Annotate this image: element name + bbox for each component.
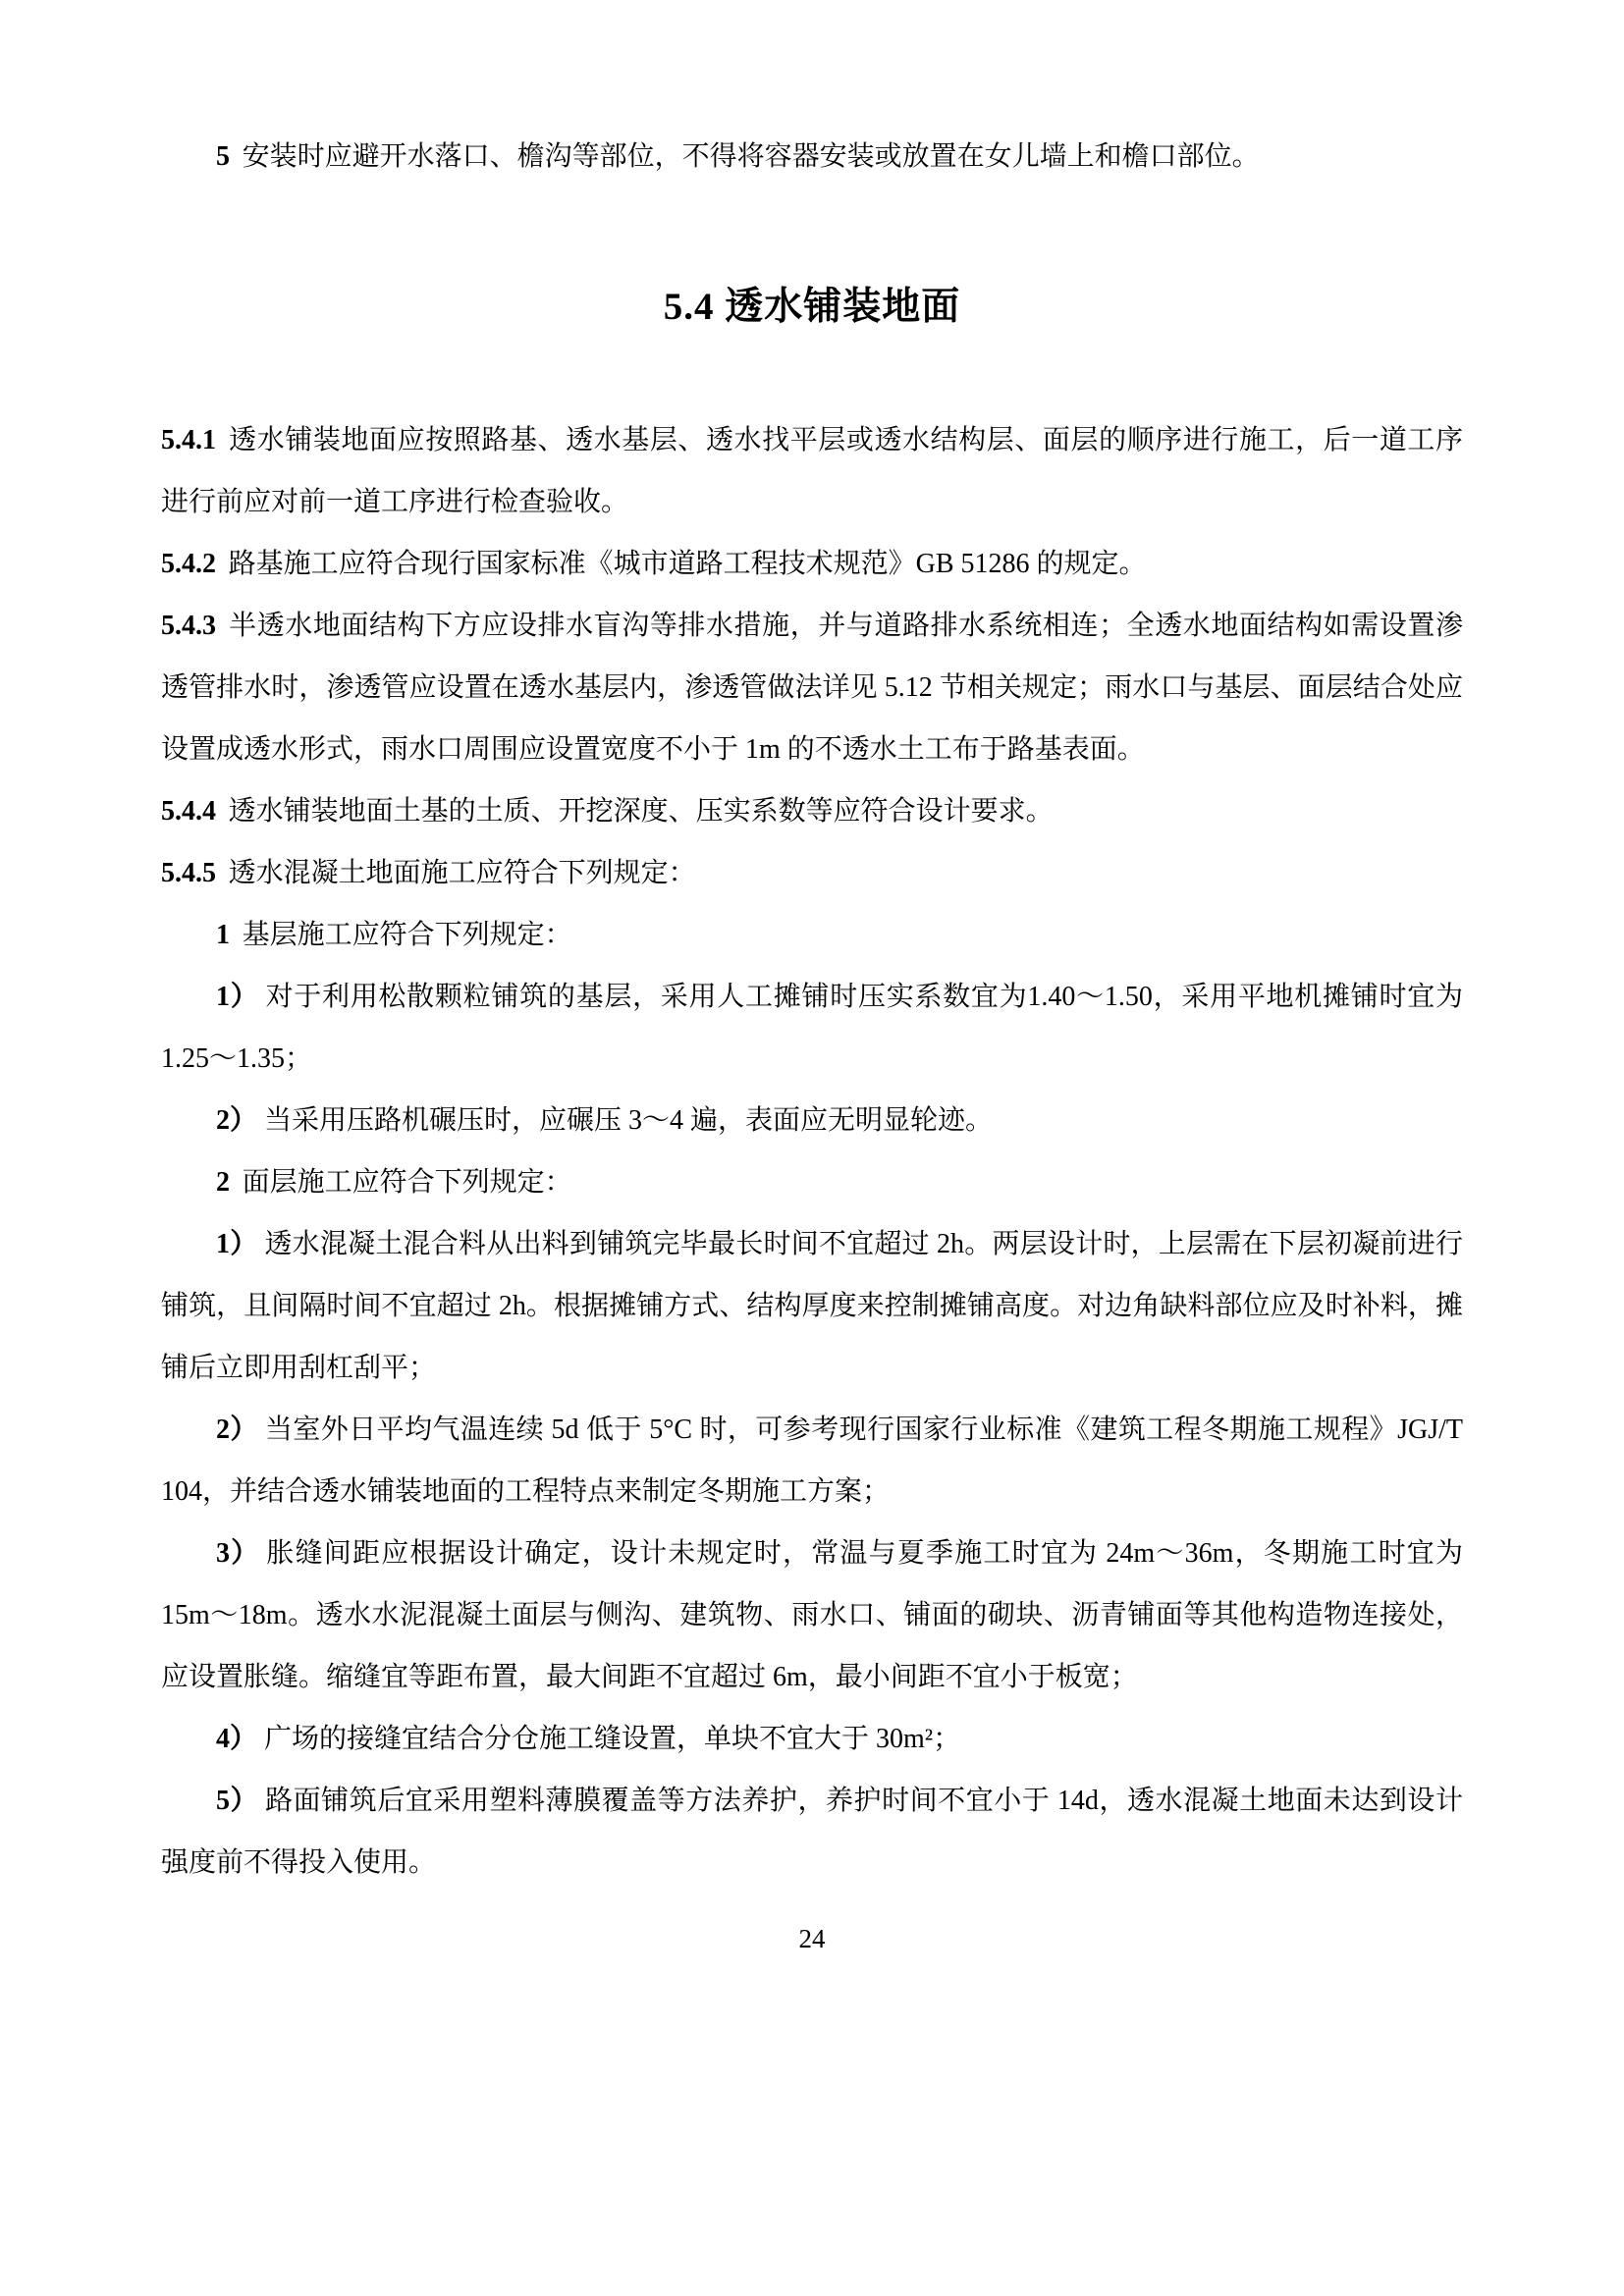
clause-5-4-3-text: 半透水地面结构下方应设排水盲沟等排水措施，并与道路排水系统相连；全透水地面结构如需设置渗透管排水时，渗透管应设置在透水基层内，渗透管做法详见 5.12 节相关规定；雨水口与基层、面层结合处应设置成透水形式，雨水口周围应设置宽度不小于 1m 的不透水土工布于路基表面。 bbox=[161, 611, 1463, 765]
sub-item-2-3 bbox=[161, 1522, 1463, 1708]
section-title: 5.4 透水铺装地面 bbox=[663, 286, 961, 328]
sub-item-1-number: 1 bbox=[216, 920, 230, 950]
clause-5-4-2-number: 5.4.2 bbox=[161, 549, 216, 579]
sub-item-2 bbox=[161, 1151, 1463, 1213]
sub-item-2-2 bbox=[161, 1399, 1463, 1522]
clause-5-4-5-text: 透水混凝土地面施工应符合下列规定： bbox=[228, 858, 696, 888]
sub-item-2-2-number: 2） bbox=[216, 1415, 258, 1445]
clause-5-4-4-text: 透水铺装地面土基的土质、开挖深度、压实系数等应符合设计要求。 bbox=[228, 796, 1054, 827]
clause-5-4-4 bbox=[161, 780, 1463, 842]
sub-item-2-3-text: 胀缝间距应根据设计确定，设计未规定时，常温与夏季施工时宜为 24m～36m，冬期施工时宜为 15m～18m。透水水泥混凝土面层与侧沟、建筑物、雨水口、铺面的砌块、沥青铺面等其他构造物连接处，应设置胀缝。缩缝宜等距布置，最大间距不宜超过 6m，最小间距不宜小于板宽； bbox=[161, 1538, 1463, 1692]
clause-5-intro-number: 5 bbox=[216, 141, 230, 172]
sub-item-2-5-number: 5） bbox=[216, 1786, 259, 1816]
sub-item-1-2-number: 2） bbox=[216, 1105, 258, 1136]
clause-5-4-5 bbox=[161, 842, 1463, 904]
clause-5-intro-text: 安装时应避开水落口、檐沟等部位，不得将容器安装或放置在女儿墙上和檐口部位。 bbox=[242, 141, 1260, 172]
sub-item-2-number: 2 bbox=[216, 1167, 230, 1198]
clause-5-4-3 bbox=[161, 595, 1463, 780]
sub-item-1-1-number: 1） bbox=[216, 982, 259, 1012]
sub-item-2-1 bbox=[161, 1213, 1463, 1399]
sub-item-2-2-text: 当室外日平均气温连续 5d 低于 5°C 时，可参考现行国家行业标准《建筑工程冬期施工规程》JGJ/T 104，并结合透水铺装地面的工程特点来制定冬期施工方案； bbox=[161, 1415, 1463, 1507]
sub-item-1-2 bbox=[161, 1090, 1463, 1151]
sub-item-2-5-text: 路面铺筑后宜采用塑料薄膜覆盖等方法养护，养护时间不宜小于 14d，透水混凝土地面未达到设计强度前不得投入使用。 bbox=[161, 1786, 1463, 1878]
clause-5-4-5-number: 5.4.5 bbox=[161, 858, 216, 888]
sub-item-1-2-text: 当采用压路机碾压时，应碾压 3～4 遍，表面应无明显轮迹。 bbox=[264, 1105, 994, 1136]
sub-item-2-4-number: 4） bbox=[216, 1724, 258, 1754]
sub-item-2-5 bbox=[161, 1770, 1463, 1894]
page-number: 24 bbox=[798, 1924, 826, 1953]
clause-5-4-2 bbox=[161, 533, 1463, 595]
clause-5-4-1 bbox=[161, 409, 1463, 533]
sub-item-2-1-text: 透水混凝土混合料从出料到铺筑完毕最长时间不宜超过 2h。两层设计时，上层需在下层初凝前进行铺筑，且间隔时间不宜超过 2h。根据摊铺方式、结构厚度来控制摊铺高度。对边角缺料部位应及时补料，摊铺后立即用刮杠刮平； bbox=[161, 1229, 1463, 1383]
sub-item-2-3-number: 3） bbox=[216, 1538, 260, 1569]
sub-item-1 bbox=[161, 904, 1463, 966]
sub-item-2-4 bbox=[161, 1708, 1463, 1770]
clause-5-4-4-number: 5.4.4 bbox=[161, 796, 216, 827]
sub-item-1-1-text: 对于利用松散颗粒铺筑的基层，采用人工摊铺时压实系数宜为1.40～1.50，采用平地机摊铺时宜为1.25～1.35； bbox=[161, 982, 1463, 1074]
sub-item-2-text: 面层施工应符合下列规定： bbox=[242, 1167, 572, 1198]
sub-item-1-text: 基层施工应符合下列规定： bbox=[242, 920, 572, 950]
clause-5-intro bbox=[161, 126, 1463, 187]
clause-5-4-1-text: 透水铺装地面应按照路基、透水基层、透水找平层或透水结构层、面层的顺序进行施工，后一道工序进行前应对前一道工序进行检查验收。 bbox=[161, 425, 1463, 517]
clause-5-4-1-number: 5.4.1 bbox=[161, 425, 216, 455]
sub-item-1-1 bbox=[161, 966, 1463, 1090]
clause-5-4-3-number: 5.4.3 bbox=[161, 611, 216, 641]
clause-5-4-2-text: 路基施工应符合现行国家标准《城市道路工程技术规范》GB 51286 的规定。 bbox=[228, 549, 1147, 579]
sub-item-2-4-text: 广场的接缝宜结合分仓施工缝设置，单块不宜大于 30m²； bbox=[264, 1724, 961, 1754]
sub-item-2-1-number: 1） bbox=[216, 1229, 258, 1259]
